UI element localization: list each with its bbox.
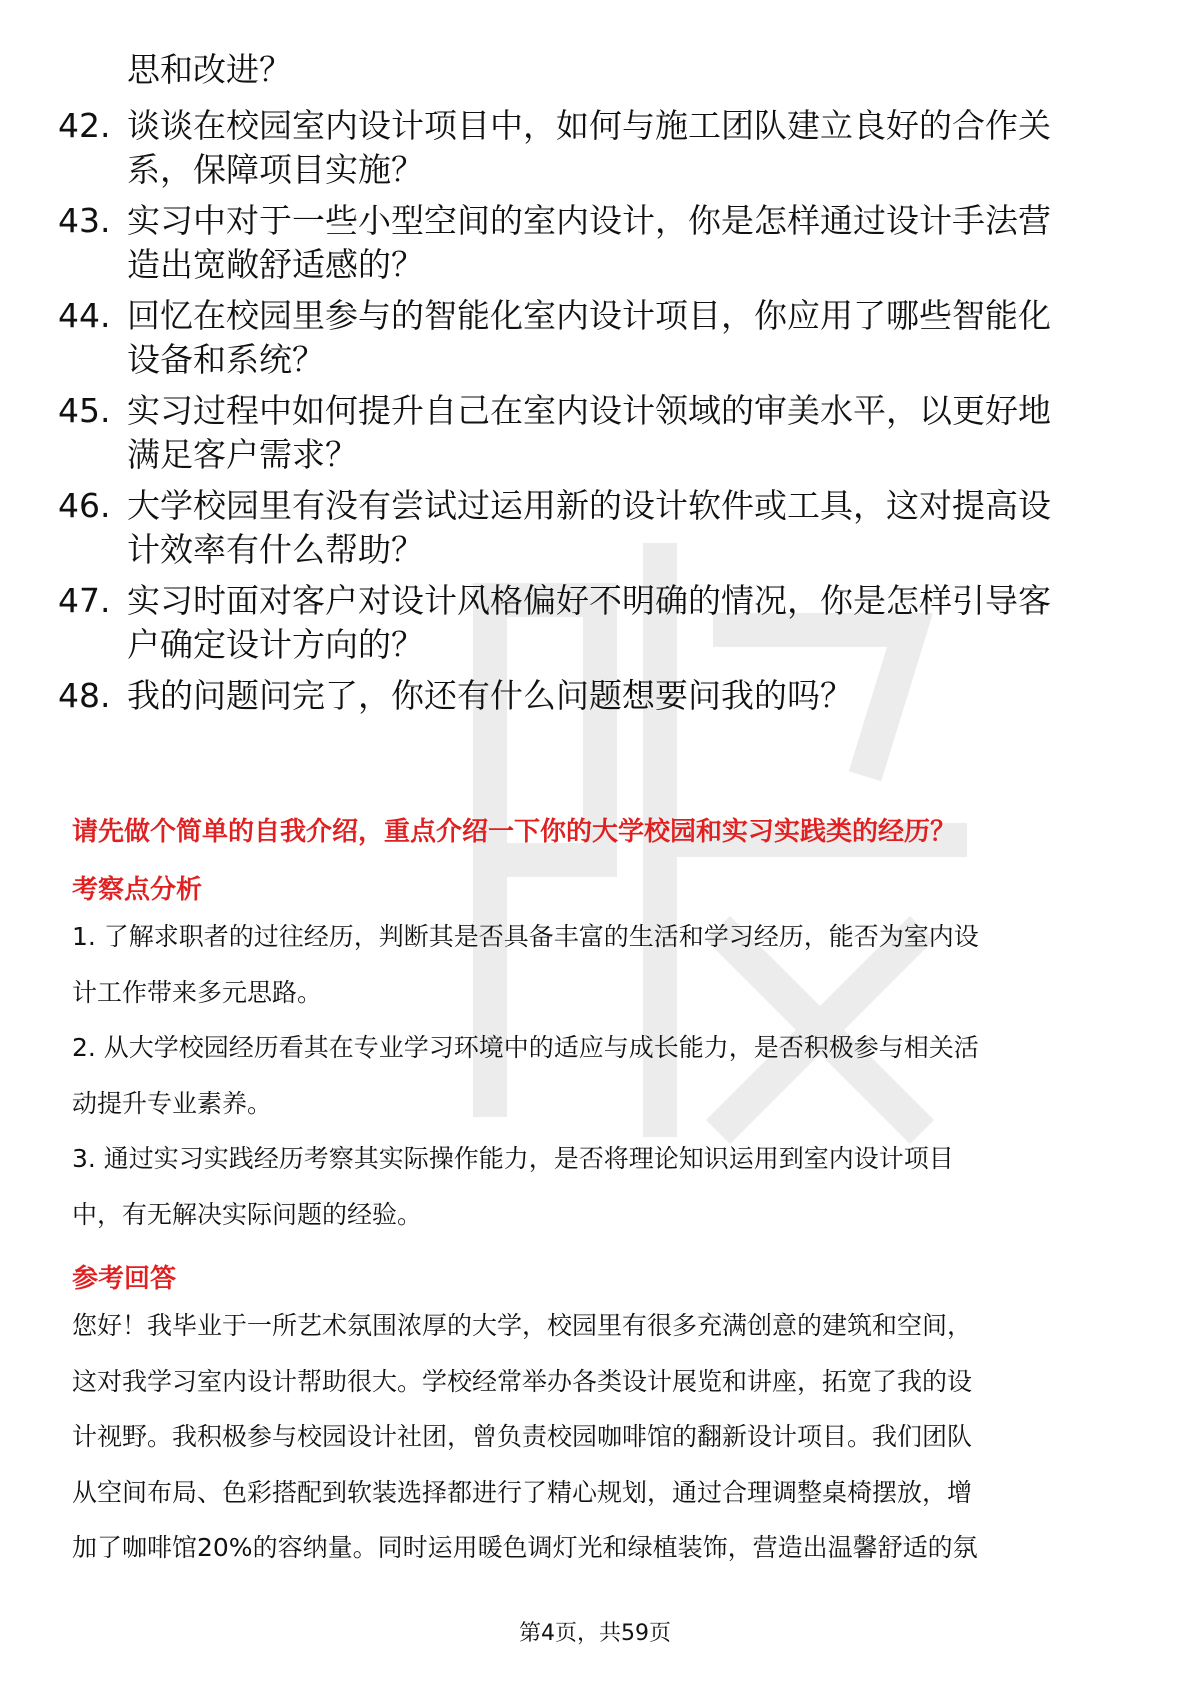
analysis-line: 动提升专业素养。 [72, 1089, 273, 1118]
reference-line: 计视野。我积极参与校园设计社团，曾负责校园咖啡馆的翻新设计项目。我们团队 [72, 1422, 973, 1451]
analysis-line: 计工作带来多元思路。 [72, 978, 323, 1007]
question-line: 回忆在校园里参与的智能化室内设计项目，你应用了哪些智能化 [127, 296, 1051, 335]
question-number: 43. [58, 201, 111, 240]
question-number: 46. [58, 486, 111, 525]
question-item [58, 484, 1118, 572]
question-item [58, 389, 1118, 477]
question-line: 谈谈在校园室内设计项目中，如何与施工团队建立良好的合作关 [127, 106, 1051, 145]
analysis-line: 3. 通过实习实践经历考察其实际操作能力，是否将理论知识运用到室内设计项目 [72, 1144, 954, 1173]
question-line: 设备和系统？ [127, 340, 325, 379]
question-text [127, 484, 1117, 572]
question-text [127, 199, 1117, 287]
question-line: 我的问题问完了，你还有什么问题想要问我的吗？ [127, 676, 853, 715]
question-item [58, 579, 1118, 667]
analysis-heading: 考察点分析 [72, 875, 203, 905]
analysis-line: 2. 从大学校园经历看其在专业学习环境中的适应与成长能力，是否积极参与相关活 [72, 1033, 979, 1062]
question-item [58, 674, 1118, 718]
question-item [58, 199, 1118, 287]
question-line: 户确定设计方向的？ [127, 625, 424, 664]
analysis-line: 1. 了解求职者的过往经历，判断其是否具备丰富的生活和学习经历，能否为室内设 [72, 922, 979, 951]
question-line: 满足客户需求？ [127, 435, 358, 474]
question-item [58, 104, 1118, 192]
question-number: 48. [58, 676, 111, 715]
reference-line: 这对我学习室内设计帮助很大。学校经常举办各类设计展览和讲座，拓宽了我的设 [72, 1367, 973, 1396]
question-line: 实习过程中如何提升自己在室内设计领域的审美水平，以更好地 [127, 391, 1051, 430]
question-item [58, 294, 1118, 382]
question-text [127, 674, 1117, 718]
reference-line: 从空间布局、色彩搭配到软装选择都进行了精心规划，通过合理调整桌椅摆放，增 [72, 1478, 973, 1507]
question-number: 47. [58, 581, 111, 620]
question-line: 造出宽敞舒适感的？ [127, 245, 424, 284]
interview-question-title: 请先做个简单的自我介绍，重点介绍一下你的大学校园和实习实践类的经历？ [72, 817, 957, 847]
reference-heading: 参考回答 [72, 1264, 177, 1294]
question-text [127, 104, 1117, 192]
question-line: 计效率有什么帮助？ [127, 530, 424, 569]
question-number: 45. [58, 391, 111, 430]
reference-line: 加了咖啡馆20%的容纳量。同时运用暖色调灯光和绿植装饰，营造出温馨舒适的氛 [72, 1533, 978, 1562]
question-line: 系，保障项目实施？ [127, 150, 424, 189]
question-line: 实习时面对客户对设计风格偏好不明确的情况，你是怎样引导客 [127, 581, 1051, 620]
analysis-line: 中，有无解决实际问题的经验。 [72, 1200, 423, 1229]
question-text [127, 389, 1117, 477]
question-continuation: 思和改进？ [127, 50, 292, 89]
question-line: 实习中对于一些小型空间的室内设计，你是怎样通过设计手法营 [127, 201, 1051, 240]
question-text [127, 294, 1117, 382]
reference-line: 您好！我毕业于一所艺术氛围浓厚的大学，校园里有很多充满创意的建筑和空间， [72, 1311, 973, 1340]
question-number: 44. [58, 296, 111, 335]
question-text [127, 579, 1117, 667]
question-number: 42. [58, 106, 111, 145]
question-line: 大学校园里有没有尝试过运用新的设计软件或工具，这对提高设 [127, 486, 1051, 525]
page-footer: 第4页，共59页 [519, 1621, 671, 1646]
